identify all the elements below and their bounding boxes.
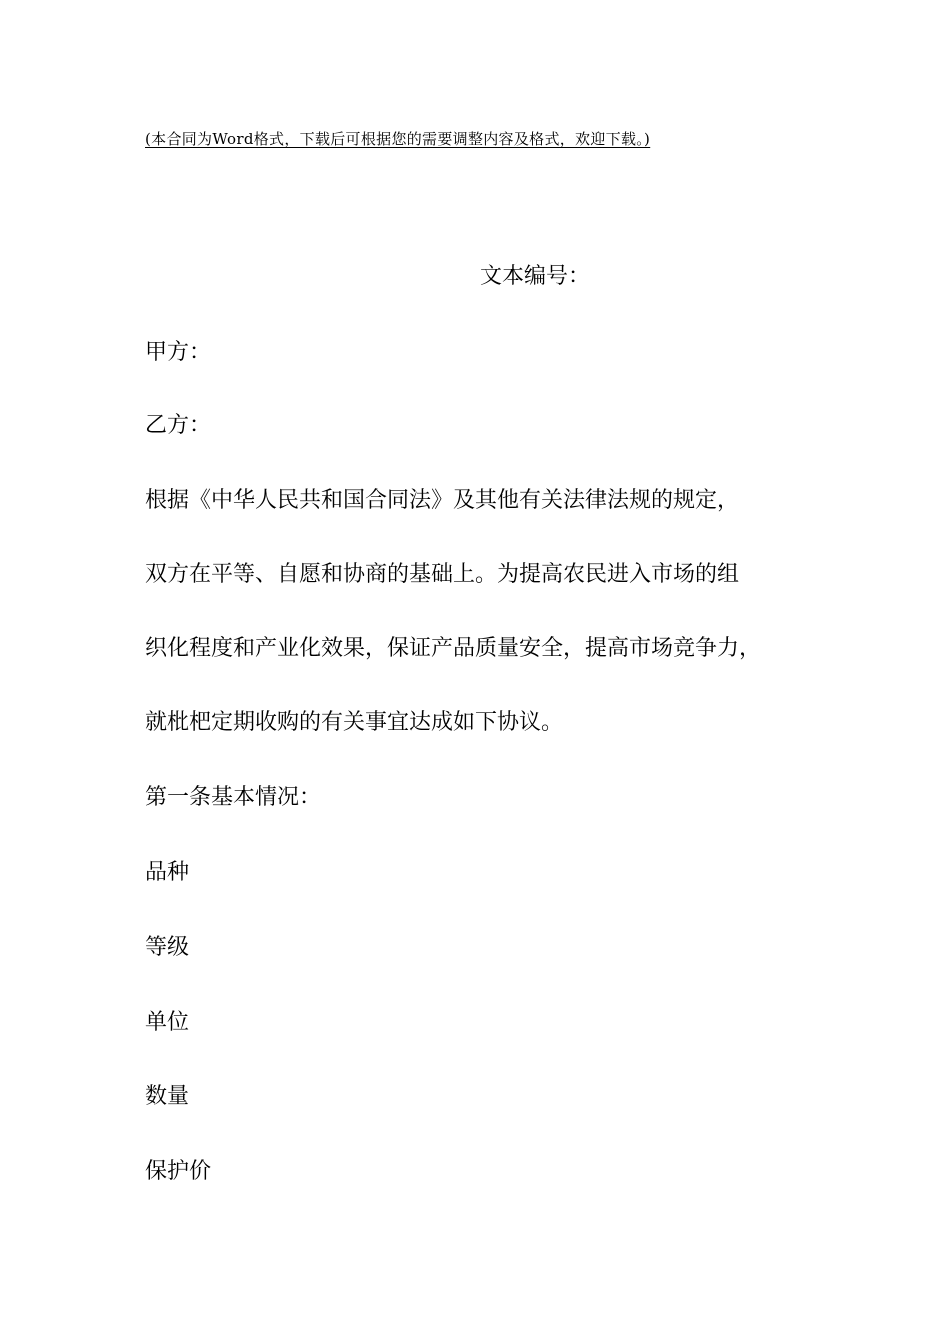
field-protective-price: 保护价 xyxy=(145,1159,212,1184)
party-a-label: 甲方： xyxy=(145,340,212,365)
field-variety: 品种 xyxy=(145,860,190,885)
field-unit: 单位 xyxy=(145,1010,190,1035)
intro-line-1: 根据《中华人民共和国合同法》及其他有关法律法规的规定， xyxy=(145,488,740,513)
header-notice: (本合同为Word格式，下载后可根据您的需要调整内容及格式，欢迎下载。) xyxy=(145,130,651,148)
document-number-label: 文本编号： xyxy=(480,264,591,289)
party-b-label: 乙方： xyxy=(145,413,212,438)
field-grade: 等级 xyxy=(145,935,190,960)
intro-line-3: 织化程度和产业化效果，保证产品质量安全，提高市场竞争力， xyxy=(145,636,762,661)
intro-line-4: 就枇杷定期收购的有关事宜达成如下协议。 xyxy=(145,710,564,735)
intro-line-2: 双方在平等、自愿和协商的基础上。为提高农民进入市场的组 xyxy=(145,562,740,587)
article-1-title: 第一条基本情况： xyxy=(145,785,322,810)
field-quantity: 数量 xyxy=(145,1084,190,1109)
